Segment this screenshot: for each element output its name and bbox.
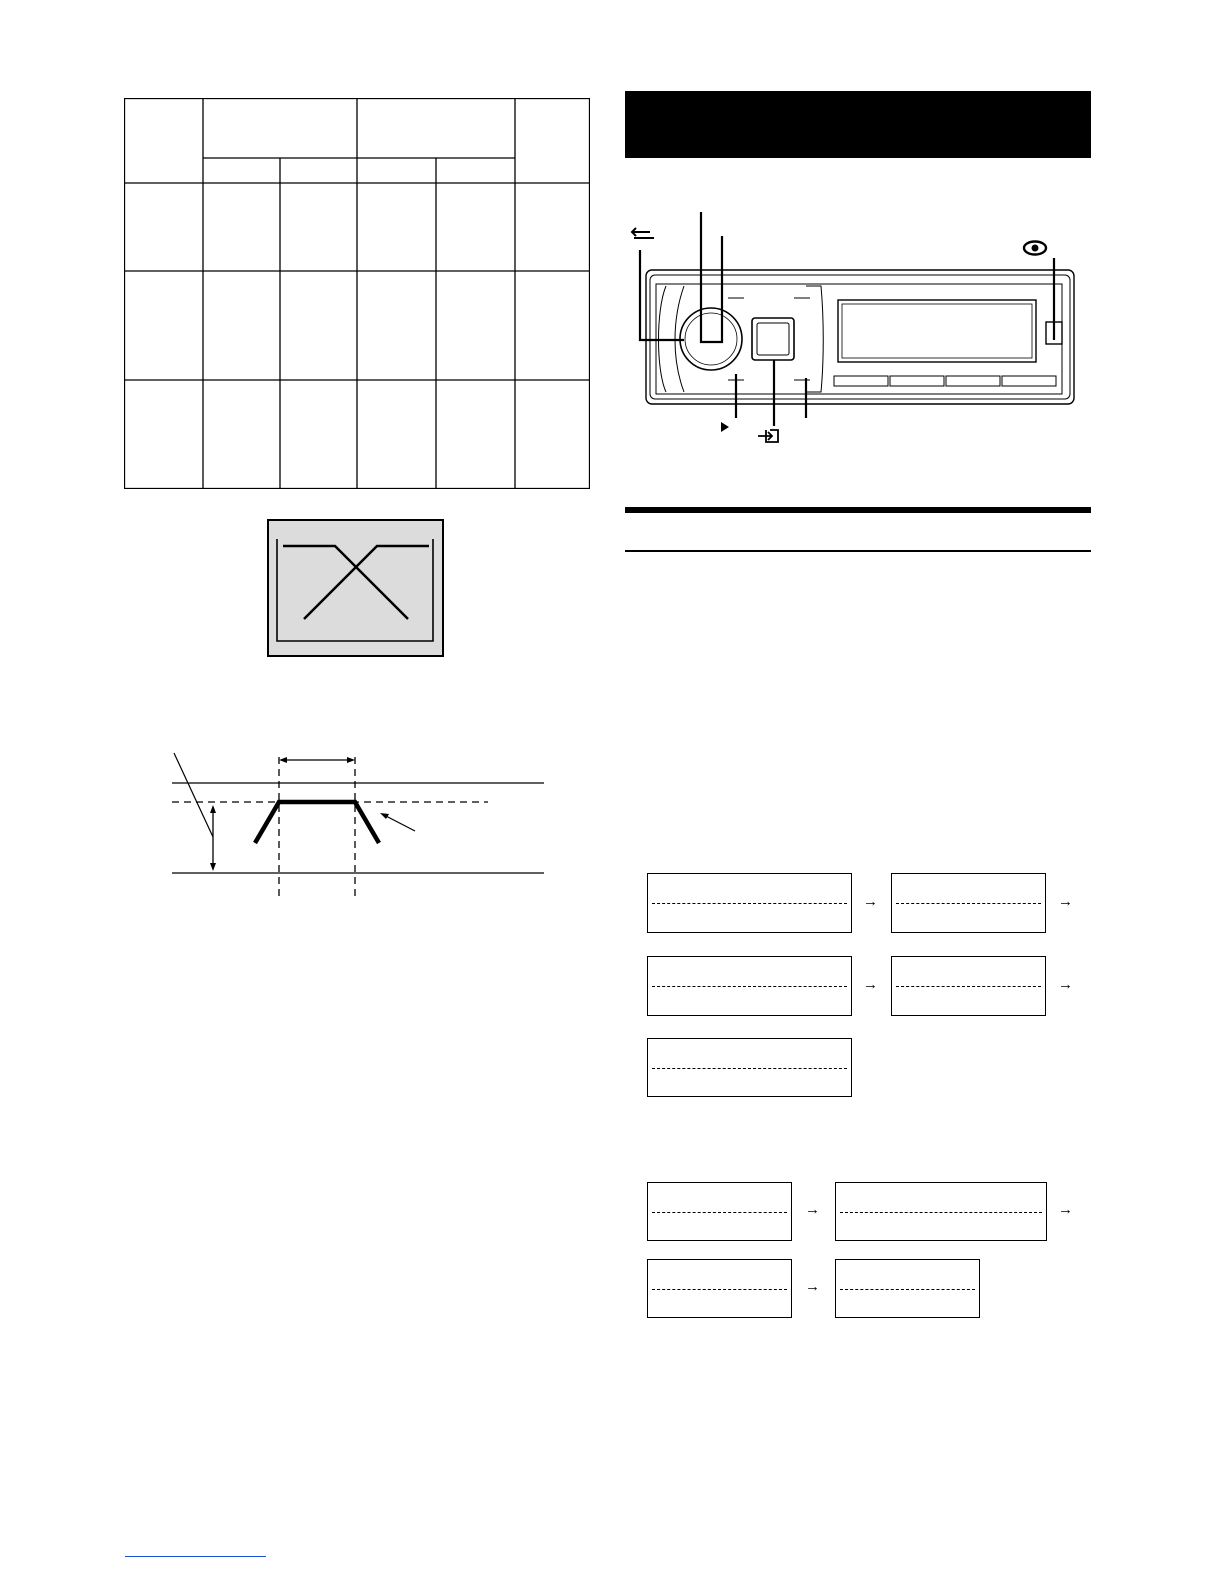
next-arrow: → <box>863 976 878 993</box>
next-arrow: → <box>1058 893 1073 910</box>
next-arrow: → <box>863 893 878 910</box>
lcd-display-box <box>835 1259 980 1318</box>
faceplate-illustration <box>626 200 1092 450</box>
footer-link-underline[interactable] <box>125 1556 266 1557</box>
section-header-band <box>625 91 1091 158</box>
lcd-display-box <box>647 1038 852 1097</box>
eq-response-curve <box>255 802 379 843</box>
lcd-display-box <box>891 956 1046 1016</box>
lcd-display-box <box>647 1182 792 1241</box>
subsection-heading-rule-bottom <box>625 550 1091 552</box>
lcd-display-box <box>647 873 852 933</box>
next-arrow: → <box>1058 1201 1073 1218</box>
specification-table <box>124 98 590 489</box>
lcd-display-box <box>647 956 852 1016</box>
next-arrow: → <box>805 1278 820 1295</box>
return-arrow-icon <box>632 228 654 238</box>
lcd-display-box <box>835 1182 1047 1241</box>
play-triangle-icon <box>721 422 729 432</box>
crossover-illustration <box>267 519 444 657</box>
next-arrow: → <box>805 1201 820 1218</box>
eye-icon <box>1024 242 1046 255</box>
eq-band-diagram <box>160 745 560 905</box>
lcd-display-box <box>647 1259 792 1318</box>
subsection-heading-rule-top <box>625 507 1091 513</box>
next-arrow: → <box>1058 976 1073 993</box>
source-input-icon <box>758 430 778 442</box>
lcd-display-box <box>891 873 1046 933</box>
